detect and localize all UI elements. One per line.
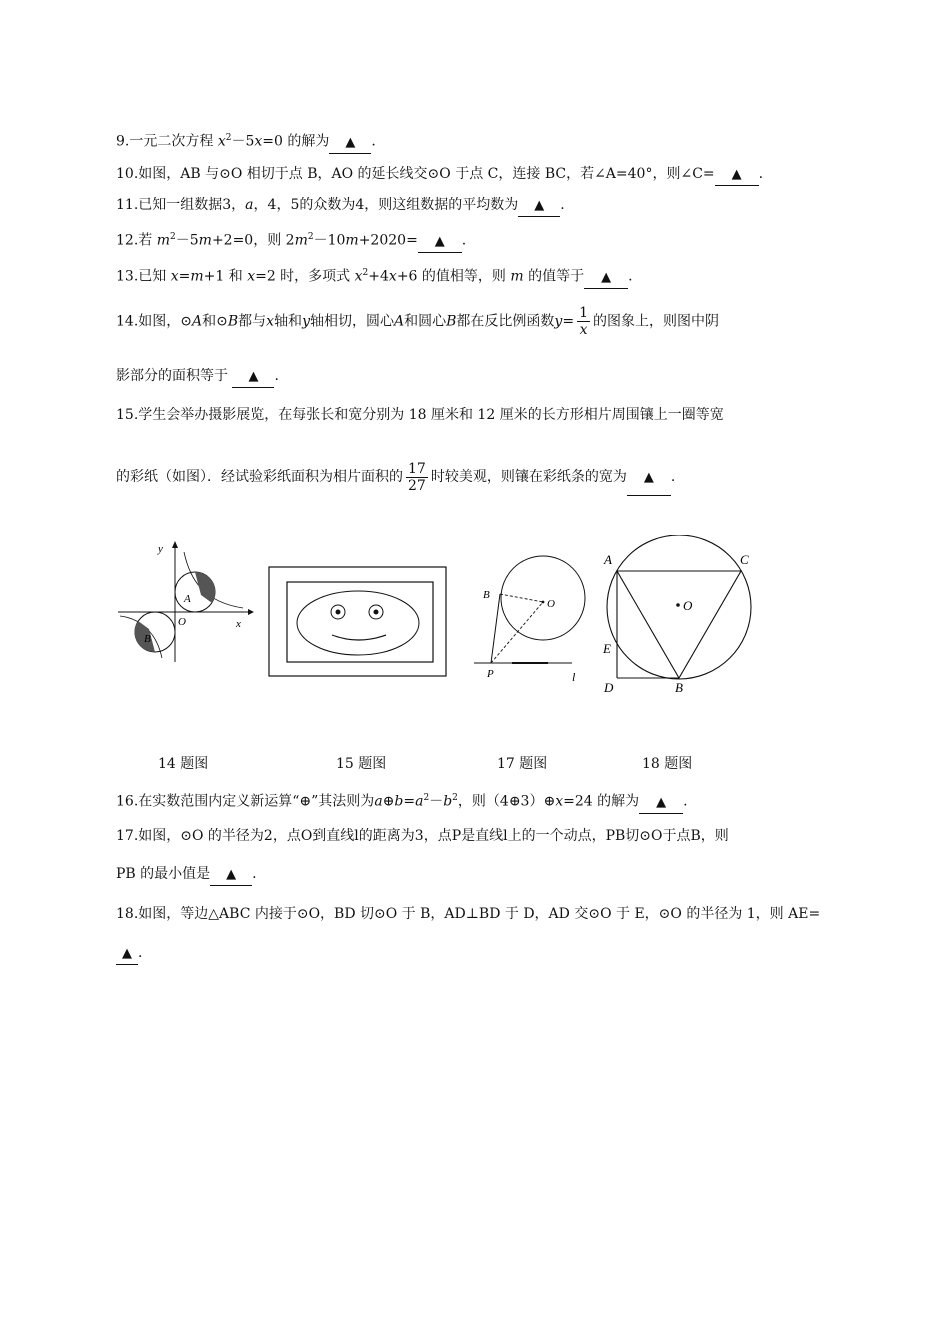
face-ellipse: [297, 591, 419, 655]
answer-blank-9: ▲: [329, 132, 371, 154]
answer-blank-11: ▲: [518, 195, 560, 217]
answer-blank-12: ▲: [418, 231, 462, 253]
label-p: P: [487, 668, 494, 680]
question-16: 16.在实数范围内定义新运算“⊕”其法则为$a\oplus b=a^2-b^2$，则（4⊕3）⊕x=24 的解为 ▲ .: [116, 788, 688, 814]
figure-18: [598, 535, 763, 700]
answer-blank-18: ▲: [116, 943, 138, 965]
label-origin: O: [178, 616, 186, 628]
answer-blank-16: ▲: [639, 792, 683, 814]
caption-fig17: 17 题图: [497, 756, 548, 772]
question-10: 10.如图，AB 与⊙O 相切于点 B，AO 的延长线交⊙O 于点 C，连接 BC，若∠A=40°，则∠C= ▲ .: [116, 164, 763, 186]
question-9: 9.一元二次方程 $x^2-5x=0$ 的解为 ▲ .: [116, 128, 376, 154]
shaded-region-a: [195, 572, 215, 603]
figure-17: [470, 550, 600, 690]
caption-fig18: 18 题图: [642, 756, 693, 772]
question-18: 18.如图，等边△ABC 内接于⊙O，BD 切⊙O 于 B，AD⊥BD 于 D，AD 交⊙O 于 E，⊙O 的半径为 1，则 AE=: [116, 906, 821, 922]
triangle-abc: [617, 571, 741, 678]
label-o: O: [683, 598, 693, 613]
caption-fig14: 14 题图: [158, 756, 209, 772]
right-pupil: [374, 610, 379, 615]
question-11: 11.已知一组数据3，a，4，5的众数为4，则这组数据的平均数为 ▲ .: [116, 195, 565, 217]
answer-blank-14: ▲: [232, 366, 274, 388]
label-c: C: [740, 552, 749, 567]
answer-blank-17: ▲: [210, 864, 252, 886]
question-18-line-2: ▲ .: [116, 943, 142, 965]
fraction-17-over-27: $\frac{17}{27}$: [408, 460, 426, 494]
question-15-line-2: 的彩纸（如图）．经试验彩纸面积为相片面积的 $\frac{17}{27}$ 时较美观，则镶在彩纸条的宽为 ▲ .: [116, 460, 675, 496]
answer-blank-10: ▲: [715, 164, 759, 186]
answer-blank-15: ▲: [627, 460, 671, 496]
radius-ob: [500, 594, 543, 602]
label-e: E: [603, 641, 611, 656]
label-b: B: [483, 589, 490, 601]
label-y: y: [158, 543, 163, 555]
fraction-1-over-x: $\frac{1}{x}$: [579, 305, 588, 338]
outer-frame: [269, 567, 446, 676]
question-12: 12.若 $m^2-5m+2=0$，则 $2m^2-10m+2020=$ ▲ .: [116, 227, 466, 253]
center-o-dot: [542, 601, 545, 604]
label-a: A: [604, 552, 612, 567]
label-o: O: [547, 598, 555, 610]
circle-o: [607, 535, 751, 679]
x-axis-arrow: [248, 609, 254, 615]
center-o-dot: [676, 603, 680, 607]
label-d: D: [604, 680, 614, 695]
smile: [332, 635, 386, 640]
y-axis-arrow: [172, 541, 178, 548]
question-14: 14.如图，⊙A和⊙B都与x轴和y轴相切，圆心A和圆心B都在反比例函数y= $\frac{1}{x}$ 的图象上，则图中阴: [116, 305, 719, 338]
label-b: B: [144, 633, 151, 645]
question-17: 17.如图，⊙O 的半径为2，点O到直线l的距离为3，点P是直线l上的一个动点，PB切⊙O于点B，则: [116, 828, 729, 844]
answer-blank-13: ▲: [584, 267, 628, 289]
question-13: 13.已知 x=m+1 和 x=2 时，多项式 $x^2+4x+6$ 的值相等，则 m 的值等于 ▲ .: [116, 263, 633, 289]
label-l: l: [572, 670, 576, 684]
segment-po: [491, 602, 543, 663]
question-17-line-2: PB 的最小值是 ▲ .: [116, 864, 257, 886]
figure-14: [118, 540, 258, 665]
tangent-pb: [491, 594, 500, 663]
photo-frame: [287, 582, 433, 662]
label-x: x: [236, 618, 241, 630]
question-15: 15.学生会举办摄影展览，在每张长和宽分别为 18 厘米和 12 厘米的长方形相片周围镶上一圈等宽: [116, 407, 724, 423]
left-pupil: [336, 610, 341, 615]
caption-fig15: 15 题图: [336, 756, 387, 772]
circle-o: [501, 556, 585, 640]
question-14-line-2: 影部分的面积等于 ▲ .: [116, 366, 279, 388]
label-a: A: [184, 593, 191, 605]
label-b: B: [675, 680, 683, 695]
figure-15: [266, 565, 450, 680]
